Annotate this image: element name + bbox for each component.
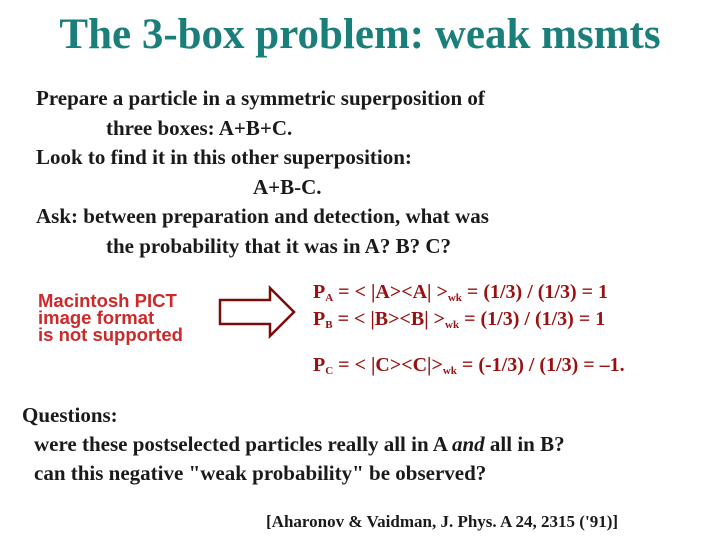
- equation-pb: $P_B$ = < $|B><B| >_{wk} = (1/3) / (1/3) = 1$: [313, 308, 606, 331]
- pict-placeholder: [38, 292, 208, 343]
- intro-line-5: Ask: between preparation and detection, what was: [36, 204, 489, 228]
- intro-text: [36, 84, 696, 261]
- pict-line-1: Macintosh PICT: [38, 290, 177, 311]
- pict-line-3: is not supported: [38, 324, 183, 345]
- pict-line-2: image format: [38, 307, 155, 328]
- equation-pa: $P_A$ = < $|A><A| >_{wk} = (1/3) / (1/3) = 1$: [313, 281, 609, 304]
- slide-title: The 3-box problem: weak msmts: [59, 11, 661, 58]
- reference-citation: [Aharonov & Vaidman, J. Phys. A 24, 2315 ('91)]: [266, 512, 619, 531]
- intro-line-2: three boxes: A+B+C.: [106, 115, 293, 140]
- equation-pc: $P_C$ = < $|C><C|>_{wk} = (-1/3) / (1/3) = -1$.: [313, 354, 625, 377]
- questions-heading: Questions:: [22, 403, 118, 427]
- right-arrow-icon: [218, 284, 298, 340]
- question-2: can this negative "weak probability" be observed?: [34, 461, 487, 485]
- intro-line-6: the probability that it was in A? B? C?: [106, 233, 451, 258]
- questions-block: [22, 401, 712, 488]
- intro-line-4: A+B-C.: [253, 174, 322, 199]
- intro-line-3: Look to find it in this other superposition:: [36, 145, 412, 169]
- intro-line-1: Prepare a particle in a symmetric superposition of: [36, 86, 485, 110]
- question-1: were these postselected particles really all in A and all in B?: [34, 432, 565, 456]
